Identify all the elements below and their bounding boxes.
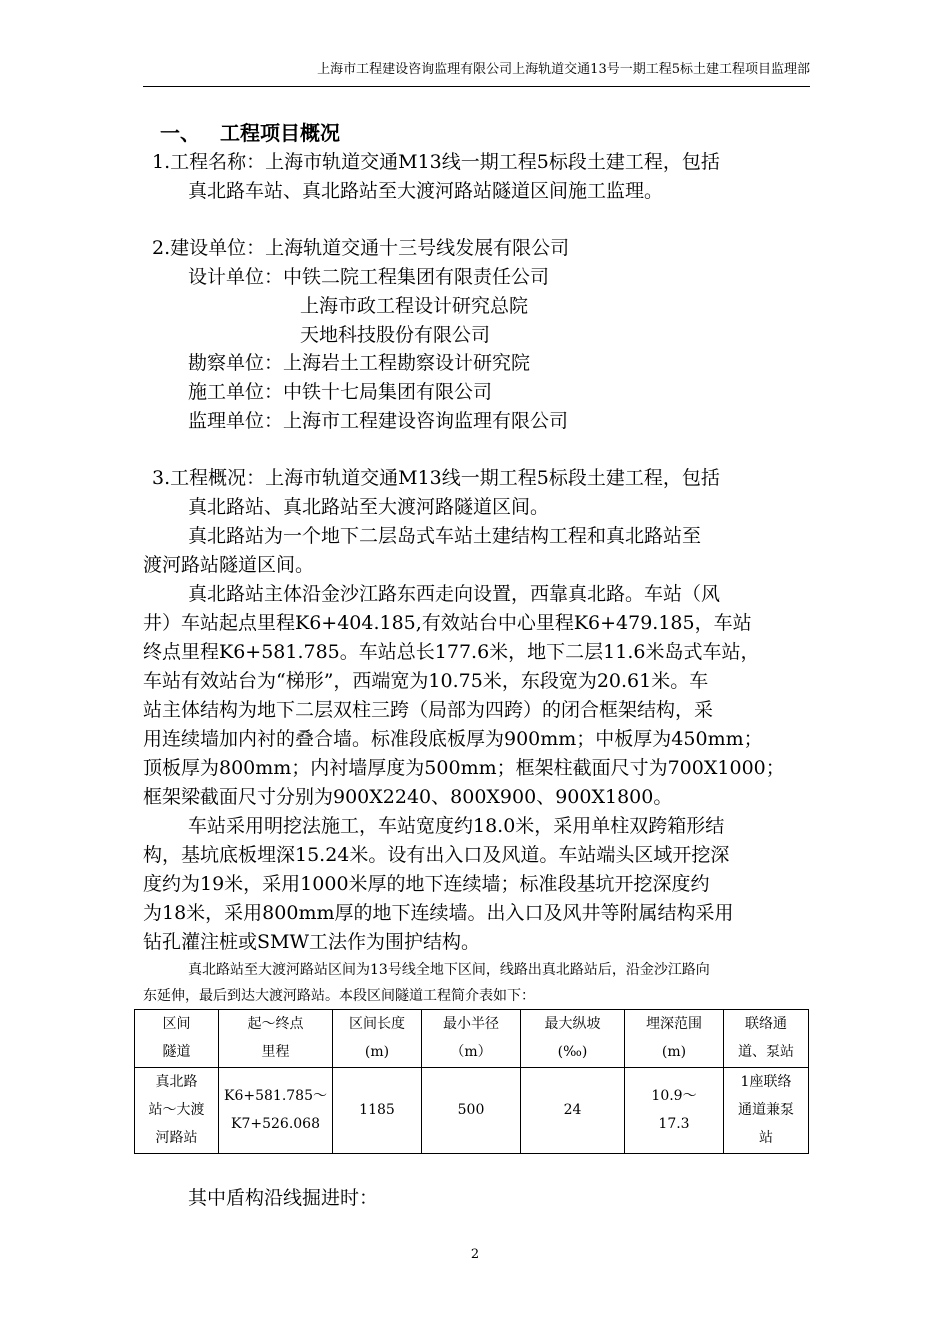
closing-line: 其中盾构沿线掘进时： bbox=[188, 1187, 379, 1209]
table-header-cell: 区间长度 (m) bbox=[333, 1010, 422, 1068]
table-cell: 1座联络 通道兼泵 站 bbox=[724, 1067, 809, 1153]
item2-line1: 2.建设单位：上海轨道交通十三号线发展有限公司 bbox=[152, 237, 570, 259]
para2-line4: 车站有效站台为“梯形”，西端宽为10.75米，东段宽为20.61米。车 bbox=[143, 670, 709, 692]
para3-line2: 构，基坑底板埋深15.24米。设有出入口及风道。车站端头区域开挖深 bbox=[143, 844, 730, 866]
para3-line5: 钻孔灌注桩或SMW工法作为围护结构。 bbox=[143, 931, 481, 953]
section-number: 一、 bbox=[160, 121, 200, 145]
design-unit-2: 上海市政工程设计研究总院 bbox=[300, 295, 529, 317]
section-heading: 工程项目概况 bbox=[220, 121, 340, 145]
table-header-cell: 最小半径 （m） bbox=[422, 1010, 521, 1068]
para2-line6: 用连续墙加内衬的叠合墙。标准段底板厚为900mm；中板厚为450mm； bbox=[143, 728, 763, 750]
survey-unit-line: 勘察单位：上海岩土工程勘察设计研究院 bbox=[188, 352, 531, 374]
item3-line1: 3.工程概况：上海市轨道交通M13线一期工程5标段土建工程，包括 bbox=[152, 467, 720, 489]
construction-unit-line: 施工单位：中铁十七局集团有限公司 bbox=[188, 381, 493, 403]
para3-line3: 度约为19米，采用1000米厚的地下连续墙；标准段基坑开挖深度约 bbox=[143, 873, 710, 895]
para2-line5: 站主体结构为地下二层双柱三跨（局部为四跨）的闭合框架结构，采 bbox=[143, 699, 714, 721]
design-unit-3: 天地科技股份有限公司 bbox=[300, 324, 491, 346]
tunnel-intro-line2: 东延伸，最后到达大渡河路站。本段区间隧道工程简介表如下： bbox=[143, 988, 535, 1004]
table-cell: 500 bbox=[422, 1067, 521, 1153]
table-header-cell: 区间 隧道 bbox=[135, 1010, 219, 1068]
para3-line1: 车站采用明挖法施工，车站宽度约18.0米，采用单柱双跨箱形结 bbox=[188, 815, 725, 837]
section-title bbox=[160, 118, 340, 148]
table-cell: 1185 bbox=[333, 1067, 422, 1153]
page-number: 2 bbox=[470, 1247, 480, 1262]
table-cell: 10.9～ 17.3 bbox=[625, 1067, 724, 1153]
table-cell: 真北路 站～大渡 河路站 bbox=[135, 1067, 219, 1153]
item1-line1: 1.工程名称：上海市轨道交通M13线一期工程5标段土建工程，包括 bbox=[152, 151, 720, 173]
para2-line1: 真北路站主体沿金沙江路东西走向设置，西靠真北路。车站（风 bbox=[188, 583, 721, 605]
para3-line4: 为18米，采用800mm厚的地下连续墙。出入口及风井等附属结构采用 bbox=[143, 902, 734, 924]
table-header-cell: 联络通 道、泵站 bbox=[724, 1010, 809, 1068]
header-rule bbox=[143, 86, 810, 87]
item3-line2: 真北路站、真北路站至大渡河路隧道区间。 bbox=[188, 496, 550, 518]
tunnel-intro-line1: 真北路站至大渡河路站区间为13号线全地下区间，线路出真北路站后，沿金沙江路向 bbox=[188, 962, 710, 978]
table-header-cell: 起～终点 里程 bbox=[219, 1010, 333, 1068]
table-cell: K6+581.785～ K7+526.068 bbox=[219, 1067, 333, 1153]
para2-line2: 井）车站起点里程K6+404.185,有效站台中心里程K6+479.185，车站 bbox=[143, 612, 752, 634]
table-header-cell: 最大纵坡 (‰) bbox=[521, 1010, 625, 1068]
para2-line7: 顶板厚为800mm；内衬墙厚度为500mm；框架柱截面尺寸为700X1000； bbox=[143, 757, 785, 779]
para1-line2: 渡河路站隧道区间。 bbox=[143, 554, 315, 576]
para2-line3: 终点里程K6+581.785。车站总长177.6米，地下二层11.6米岛式车站， bbox=[143, 641, 760, 663]
table-header-cell: 埋深范围 (m) bbox=[625, 1010, 724, 1068]
design-unit-line: 设计单位：中铁二院工程集团有限责任公司 bbox=[188, 266, 550, 288]
tunnel-summary-table bbox=[134, 1009, 809, 1154]
supervision-unit-line: 监理单位：上海市工程建设咨询监理有限公司 bbox=[188, 410, 569, 432]
table-header-row bbox=[135, 1010, 809, 1068]
para1-line1: 真北路站为一个地下二层岛式车站土建结构工程和真北路站至 bbox=[188, 525, 702, 547]
page-header: 上海市工程建设咨询监理有限公司上海轨道交通13号一期工程5标土建工程项目监理部 bbox=[317, 62, 810, 77]
item1-line2: 真北路车站、真北路站至大渡河路站隧道区间施工监理。 bbox=[188, 180, 664, 202]
table-cell: 24 bbox=[521, 1067, 625, 1153]
para2-line8: 框架梁截面尺寸分别为900X2240、800X900、900X1800。 bbox=[143, 786, 673, 808]
table-row bbox=[135, 1067, 809, 1153]
